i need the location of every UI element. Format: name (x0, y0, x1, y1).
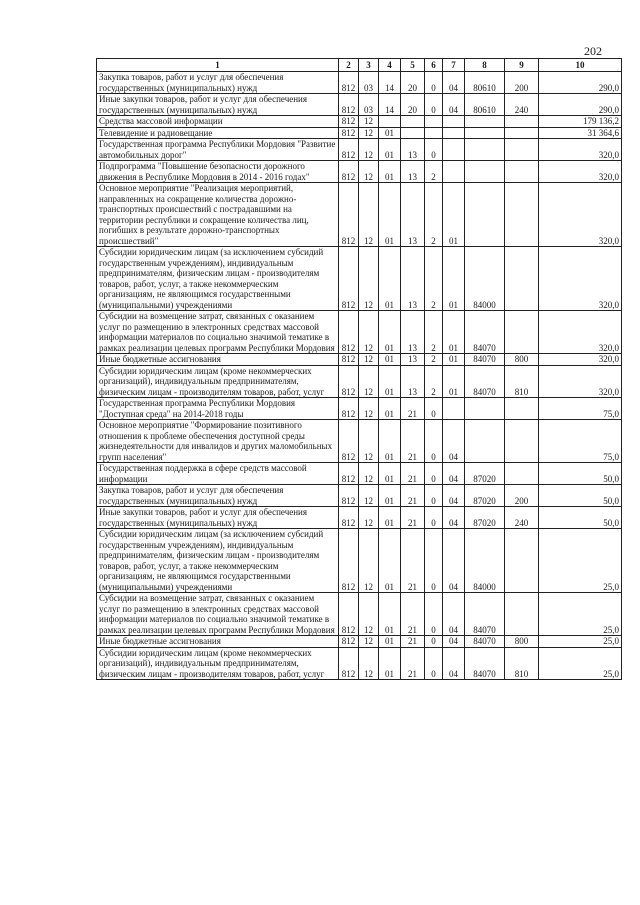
section-code-cell: 12 (359, 161, 379, 183)
program-code-cell: 21 (401, 507, 425, 529)
expense-direction-code-cell: 87020 (465, 507, 505, 529)
program-code-cell: 21 (401, 463, 425, 485)
admin-code-cell: 812 (339, 183, 359, 247)
amount-cell: 75,0 (539, 398, 622, 420)
section-code-cell: 12 (359, 127, 379, 139)
admin-code-cell: 812 (339, 647, 359, 680)
subsection-code-cell: 01 (379, 354, 401, 366)
subsection-code-cell: 14 (379, 94, 401, 116)
amount-cell: 25,0 (539, 529, 622, 593)
subprogram-code-cell: 0 (425, 507, 443, 529)
item-name-cell: Иные закупки товаров, работ и услуг для обеспечения государственных (муниципальных) нужд (97, 94, 339, 116)
expense-direction-code-cell (465, 161, 505, 183)
expense-type-code-cell: 240 (505, 507, 539, 529)
expense-direction-code-cell: 84070 (465, 354, 505, 366)
program-code-cell: 13 (401, 183, 425, 247)
program-code-cell: 21 (401, 529, 425, 593)
item-name-cell: Субсидии юридическим лицам (кроме некоммерческих организаций), индивидуальным предпринимателям, физическим лицам - производителям товаров, работ, услуг (97, 647, 339, 680)
expense-type-code-cell (505, 161, 539, 183)
item-name-cell: Субсидии юридическим лицам (кроме некоммерческих организаций), индивидуальным предпринимателям, физическим лицам - производителям товаров, работ, услуг (97, 365, 339, 398)
expense-type-code-cell: 810 (505, 647, 539, 680)
table-row (97, 311, 622, 354)
subsection-code-cell (379, 116, 401, 128)
section-code-cell: 12 (359, 116, 379, 128)
item-name-cell: Субсидии юридическим лицам (за исключением субсидий государственным учреждениям), индивидуальным предпринимателям, физическим лицам - производителям товаров, работ, услуг, а также некоммерческим организациям, не являющимся государственными (муниципальными) учреждениями (97, 529, 339, 593)
section-code-cell: 12 (359, 247, 379, 311)
admin-code-cell: 812 (339, 507, 359, 529)
event-code-cell: 01 (443, 247, 465, 311)
item-name-cell: Иные бюджетные ассигнования (97, 354, 339, 366)
item-name-cell: Иные бюджетные ассигнования (97, 636, 339, 648)
program-code-cell: 13 (401, 311, 425, 354)
admin-code-cell: 812 (339, 139, 359, 161)
event-code-cell (443, 116, 465, 128)
section-code-cell: 12 (359, 529, 379, 593)
event-code-cell: 04 (443, 485, 465, 507)
expense-type-code-cell (505, 127, 539, 139)
expense-type-code-cell: 800 (505, 354, 539, 366)
admin-code-cell: 812 (339, 354, 359, 366)
amount-cell: 320,0 (539, 354, 622, 366)
admin-code-cell: 812 (339, 161, 359, 183)
expense-direction-code-cell (465, 398, 505, 420)
table-row (97, 365, 622, 398)
subsection-code-cell: 01 (379, 247, 401, 311)
item-name-cell: Субсидии юридическим лицам (за исключением субсидий государственным учреждениям), индивидуальным предпринимателям, физическим лицам - производителям товаров, работ, услуг, а также некоммерческим организациям, не являющимся государственными (муниципальными) учреждениями (97, 247, 339, 311)
admin-code-cell: 812 (339, 365, 359, 398)
expense-direction-code-cell: 80610 (465, 72, 505, 94)
subprogram-code-cell: 0 (425, 139, 443, 161)
header-cell: 8 (465, 59, 505, 72)
subprogram-code-cell: 2 (425, 311, 443, 354)
section-code-cell: 12 (359, 647, 379, 680)
header-cell: 6 (425, 59, 443, 72)
expense-type-code-cell (505, 183, 539, 247)
section-code-cell: 12 (359, 398, 379, 420)
program-code-cell: 20 (401, 72, 425, 94)
admin-code-cell: 812 (339, 529, 359, 593)
table-row (97, 354, 622, 366)
event-code-cell: 01 (443, 365, 465, 398)
item-name-cell: Основное мероприятие "Формирование позитивного отношения к проблеме обеспечения доступной среды жизнедеятельности для инвалидов и других маломобильных групп населения" (97, 420, 339, 463)
subsection-code-cell: 01 (379, 593, 401, 636)
section-code-cell: 12 (359, 420, 379, 463)
subprogram-code-cell: 0 (425, 636, 443, 648)
amount-cell: 320,0 (539, 247, 622, 311)
amount-cell: 50,0 (539, 507, 622, 529)
amount-cell: 320,0 (539, 139, 622, 161)
subsection-code-cell: 01 (379, 139, 401, 161)
expense-direction-code-cell: 84000 (465, 247, 505, 311)
program-code-cell: 20 (401, 94, 425, 116)
subprogram-code-cell (425, 127, 443, 139)
expense-type-code-cell (505, 420, 539, 463)
header-cell: 5 (401, 59, 425, 72)
program-code-cell: 13 (401, 139, 425, 161)
expense-type-code-cell: 240 (505, 94, 539, 116)
table-row (97, 161, 622, 183)
subsection-code-cell: 01 (379, 365, 401, 398)
event-code-cell: 01 (443, 311, 465, 354)
amount-cell: 290,0 (539, 72, 622, 94)
subsection-code-cell: 01 (379, 420, 401, 463)
event-code-cell: 04 (443, 593, 465, 636)
amount-cell: 25,0 (539, 593, 622, 636)
expense-type-code-cell (505, 311, 539, 354)
item-name-cell: Иные закупки товаров, работ и услуг для обеспечения государственных (муниципальных) нужд (97, 507, 339, 529)
subprogram-code-cell: 0 (425, 463, 443, 485)
admin-code-cell: 812 (339, 247, 359, 311)
table-row (97, 72, 622, 94)
program-code-cell: 13 (401, 161, 425, 183)
table-row (97, 593, 622, 636)
header-cell: 9 (505, 59, 539, 72)
subprogram-code-cell: 2 (425, 354, 443, 366)
expense-direction-code-cell: 84070 (465, 636, 505, 648)
event-code-cell: 04 (443, 529, 465, 593)
expense-direction-code-cell (465, 127, 505, 139)
subsection-code-cell: 01 (379, 636, 401, 648)
amount-cell: 290,0 (539, 94, 622, 116)
table-row (97, 183, 622, 247)
program-code-cell: 13 (401, 247, 425, 311)
admin-code-cell: 812 (339, 485, 359, 507)
expense-type-code-cell: 200 (505, 485, 539, 507)
subprogram-code-cell (425, 116, 443, 128)
expense-direction-code-cell (465, 183, 505, 247)
budget-table (96, 58, 622, 680)
admin-code-cell: 812 (339, 311, 359, 354)
subprogram-code-cell: 0 (425, 398, 443, 420)
event-code-cell: 04 (443, 647, 465, 680)
event-code-cell (443, 161, 465, 183)
item-name-cell: Государственная поддержка в сфере средств массовой информации (97, 463, 339, 485)
item-name-cell: Средства массовой информации (97, 116, 339, 128)
admin-code-cell: 812 (339, 593, 359, 636)
expense-direction-code-cell: 84070 (465, 647, 505, 680)
admin-code-cell: 812 (339, 94, 359, 116)
amount-cell: 25,0 (539, 647, 622, 680)
section-code-cell: 12 (359, 593, 379, 636)
event-code-cell (443, 398, 465, 420)
expense-direction-code-cell: 84070 (465, 365, 505, 398)
header-cell: 7 (443, 59, 465, 72)
program-code-cell: 21 (401, 485, 425, 507)
section-code-cell: 12 (359, 139, 379, 161)
program-code-cell: 21 (401, 593, 425, 636)
section-code-cell: 12 (359, 636, 379, 648)
admin-code-cell: 812 (339, 398, 359, 420)
amount-cell: 50,0 (539, 463, 622, 485)
table-row (97, 485, 622, 507)
item-name-cell: Государственная программа Республики Мордовия "Развитие автомобильных дорог" (97, 139, 339, 161)
event-code-cell: 04 (443, 636, 465, 648)
table-row (97, 507, 622, 529)
header-cell: 10 (539, 59, 622, 72)
expense-type-code-cell (505, 529, 539, 593)
page-number: 202 (584, 44, 602, 58)
section-code-cell: 12 (359, 463, 379, 485)
table-row (97, 116, 622, 128)
subsection-code-cell: 01 (379, 485, 401, 507)
program-code-cell: 21 (401, 398, 425, 420)
subprogram-code-cell: 0 (425, 593, 443, 636)
item-name-cell: Основное мероприятие "Реализация мероприятий, направленных на сокращение количества дорожно-транспортных происшествий с пострадавшими на территории республики и сокращение количества лиц, погибших в результате дорожно-транспортных происшествий" (97, 183, 339, 247)
event-code-cell: 04 (443, 420, 465, 463)
table-row (97, 420, 622, 463)
item-name-cell: Субсидии на возмещение затрат, связанных с оказанием услуг по размещению в электронных средствах массовой информации материалов по социально значимой тематике в рамках реализации целевых программ Республики Мордовия (97, 593, 339, 636)
program-code-cell: 21 (401, 647, 425, 680)
subsection-code-cell: 01 (379, 183, 401, 247)
subsection-code-cell: 01 (379, 127, 401, 139)
event-code-cell: 01 (443, 354, 465, 366)
subprogram-code-cell: 0 (425, 647, 443, 680)
expense-type-code-cell (505, 139, 539, 161)
event-code-cell (443, 139, 465, 161)
table-row (97, 94, 622, 116)
admin-code-cell: 812 (339, 420, 359, 463)
program-code-cell: 13 (401, 365, 425, 398)
subsection-code-cell: 01 (379, 507, 401, 529)
expense-direction-code-cell: 84070 (465, 311, 505, 354)
expense-type-code-cell: 800 (505, 636, 539, 648)
item-name-cell: Субсидии на возмещение затрат, связанных с оказанием услуг по размещению в электронных средствах массовой информации материалов по социально значимой тематике в рамках реализации целевых программ Республики Мордовия (97, 311, 339, 354)
subsection-code-cell: 01 (379, 311, 401, 354)
program-code-cell: 21 (401, 420, 425, 463)
item-name-cell: Телевидение и радиовещание (97, 127, 339, 139)
header-cell: 3 (359, 59, 379, 72)
table-row (97, 139, 622, 161)
subprogram-code-cell: 2 (425, 365, 443, 398)
admin-code-cell: 812 (339, 127, 359, 139)
admin-code-cell: 812 (339, 636, 359, 648)
subsection-code-cell: 01 (379, 463, 401, 485)
program-code-cell (401, 116, 425, 128)
subprogram-code-cell: 2 (425, 183, 443, 247)
event-code-cell: 04 (443, 94, 465, 116)
event-code-cell (443, 127, 465, 139)
subprogram-code-cell: 2 (425, 247, 443, 311)
subprogram-code-cell: 2 (425, 161, 443, 183)
table-row (97, 127, 622, 139)
item-name-cell: Закупка товаров, работ и услуг для обеспечения государственных (муниципальных) нужд (97, 485, 339, 507)
expense-type-code-cell (505, 398, 539, 420)
subprogram-code-cell: 0 (425, 529, 443, 593)
subprogram-code-cell: 0 (425, 94, 443, 116)
amount-cell: 320,0 (539, 311, 622, 354)
amount-cell: 31 364,6 (539, 127, 622, 139)
expense-type-code-cell: 200 (505, 72, 539, 94)
program-code-cell (401, 127, 425, 139)
event-code-cell: 04 (443, 463, 465, 485)
table-row (97, 636, 622, 648)
event-code-cell: 04 (443, 507, 465, 529)
table-row (97, 529, 622, 593)
event-code-cell: 04 (443, 72, 465, 94)
event-code-cell: 01 (443, 183, 465, 247)
header-row (97, 59, 622, 72)
expense-type-code-cell (505, 116, 539, 128)
header-cell: 2 (339, 59, 359, 72)
admin-code-cell: 812 (339, 72, 359, 94)
subprogram-code-cell: 0 (425, 72, 443, 94)
table-row (97, 647, 622, 680)
subsection-code-cell: 01 (379, 529, 401, 593)
section-code-cell: 12 (359, 183, 379, 247)
table-row (97, 398, 622, 420)
expense-type-code-cell: 810 (505, 365, 539, 398)
expense-type-code-cell (505, 593, 539, 636)
subprogram-code-cell: 0 (425, 485, 443, 507)
subprogram-code-cell: 0 (425, 420, 443, 463)
table-row (97, 463, 622, 485)
item-name-cell: Закупка товаров, работ и услуг для обеспечения государственных (муниципальных) нужд (97, 72, 339, 94)
expense-direction-code-cell: 84000 (465, 529, 505, 593)
amount-cell: 320,0 (539, 161, 622, 183)
item-name-cell: Подпрограмма "Повышение безопасности дорожного движения в Республике Мордовия в 2014 - 2016 годах" (97, 161, 339, 183)
admin-code-cell: 812 (339, 116, 359, 128)
expense-direction-code-cell: 84070 (465, 593, 505, 636)
amount-cell: 320,0 (539, 365, 622, 398)
section-code-cell: 03 (359, 72, 379, 94)
program-code-cell: 13 (401, 354, 425, 366)
expense-direction-code-cell: 80610 (465, 94, 505, 116)
subsection-code-cell: 01 (379, 647, 401, 680)
expense-direction-code-cell (465, 420, 505, 463)
item-name-cell: Государственная программа Республики Мордовия "Доступная среда" на 2014-2018 годы (97, 398, 339, 420)
amount-cell: 179 136,2 (539, 116, 622, 128)
header-cell: 1 (97, 59, 339, 72)
amount-cell: 50,0 (539, 485, 622, 507)
expense-direction-code-cell (465, 139, 505, 161)
expense-type-code-cell (505, 463, 539, 485)
section-code-cell: 03 (359, 94, 379, 116)
section-code-cell: 12 (359, 311, 379, 354)
expense-direction-code-cell: 87020 (465, 463, 505, 485)
expense-direction-code-cell (465, 116, 505, 128)
subsection-code-cell: 14 (379, 72, 401, 94)
header-cell: 4 (379, 59, 401, 72)
section-code-cell: 12 (359, 507, 379, 529)
expense-type-code-cell (505, 247, 539, 311)
subsection-code-cell: 01 (379, 161, 401, 183)
subsection-code-cell: 01 (379, 398, 401, 420)
expense-direction-code-cell: 87020 (465, 485, 505, 507)
section-code-cell: 12 (359, 485, 379, 507)
program-code-cell: 21 (401, 636, 425, 648)
amount-cell: 25,0 (539, 636, 622, 648)
amount-cell: 75,0 (539, 420, 622, 463)
section-code-cell: 12 (359, 365, 379, 398)
amount-cell: 320,0 (539, 183, 622, 247)
section-code-cell: 12 (359, 354, 379, 366)
admin-code-cell: 812 (339, 463, 359, 485)
table-row (97, 247, 622, 311)
